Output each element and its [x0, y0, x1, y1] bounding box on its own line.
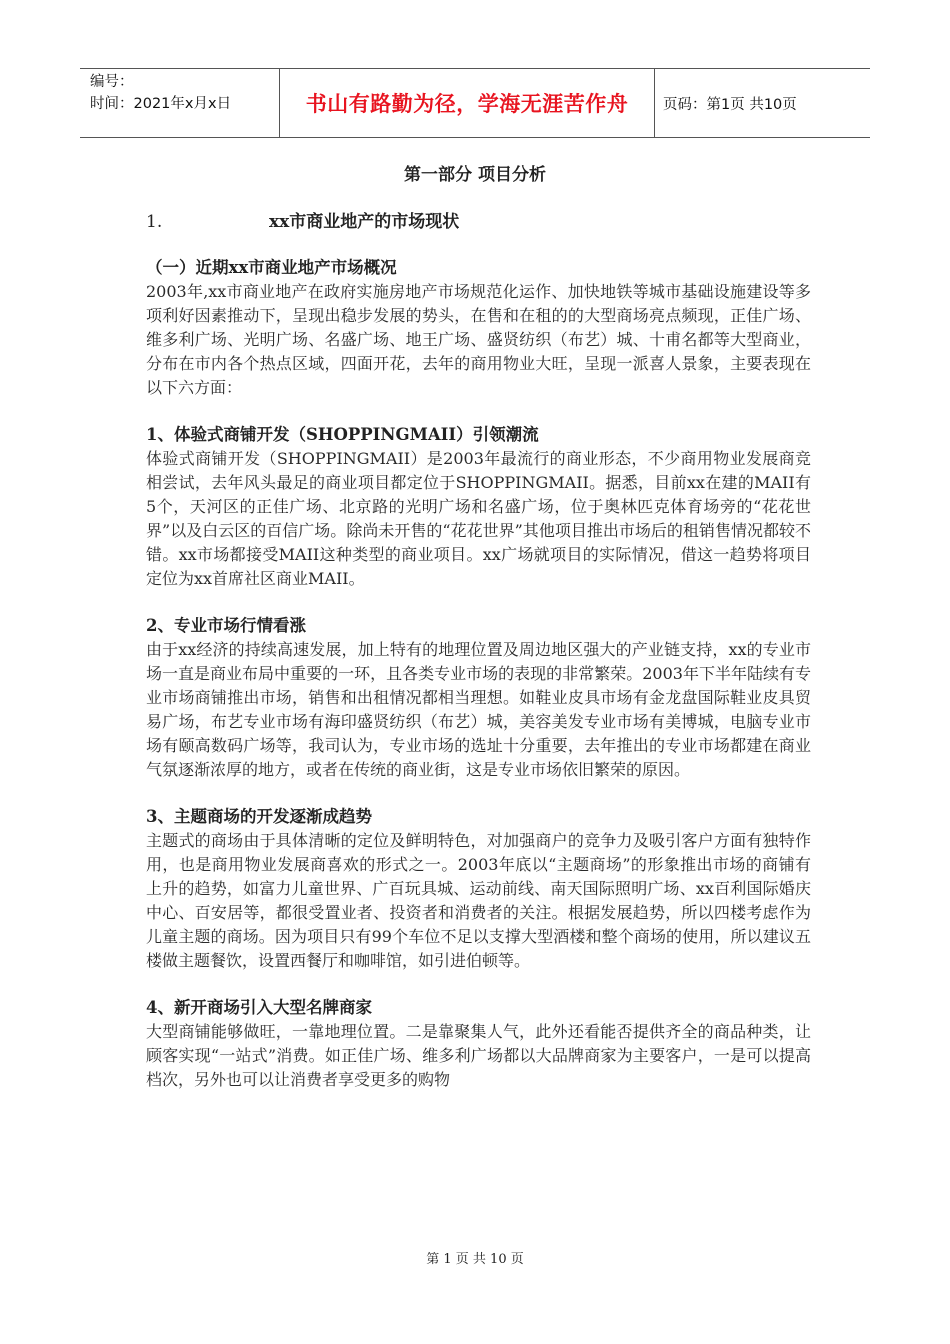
block-heading-3: 3、主题商场的开发逐渐成趋势: [146, 807, 372, 826]
header-motto-cell: [280, 69, 655, 137]
time-label: 时间：2021年x月x日: [90, 96, 232, 112]
motto-text: 书山有路勤为径，学海无涯苦作舟: [305, 92, 629, 116]
block-heading-2: 2、专业市场行情看涨: [146, 616, 306, 635]
section-number: 1.: [146, 212, 163, 232]
page-info: 页码：第1页 共10页: [663, 96, 797, 113]
block-text-4: 大型商铺能够做旺，一靠地理位置。二是靠聚集人气，此外还看能否提供齐全的商品种类，让顾客实现“一站式”消费。如正佳广场、维多利广场都以大品牌商家为主要客户，一是可以提高档次，另外也可以让消费者享受更多的购物: [146, 1022, 811, 1089]
header-page-cell: [655, 69, 870, 137]
section-heading: [146, 207, 459, 232]
page-header: [80, 68, 870, 138]
block-text-overview: 2003年,xx市商业地产在政府实施房地产市场规范化运作、加快地铁等城市基础设施建设等多项利好因素推动下，呈现出稳步发展的势头，在售和在租的的大型商场亮点频现，正佳广场、维多利广场、光明广场、名盛广场、地王广场、盛贤纺织（布艺）城、十甫名都等大型商业，分布在市内各个热点区域，四面开花，去年的商用物业大旺，呈现一派喜人景象，主要表现在以下六方面：: [146, 282, 811, 397]
block-text-3: 主题式的商场由于具体清晰的定位及鲜明特色，对加强商户的竞争力及吸引客户方面有独特作用，也是商用物业发展商喜欢的形式之一。2003年底以“主题商场”的形象推出市场的商铺有上升的趋势，如富力儿童世界、广百玩具城、运动前线、南天国际照明广场、xx百利国际婚庆中心、百安居等，都很受置业者、投资者和消费者的关注。根据发展趋势，所以四楼考虑作为儿童主题的商场。因为项目只有99个车位不足以支撑大型酒楼和整个商场的使用，所以建议五楼做主题餐饮，设置西餐厅和咖啡馆，如引进伯顿等。: [146, 831, 811, 970]
page-footer: 第 1 页 共 10 页: [426, 1252, 524, 1267]
document-title: 第一部分 项目分析: [404, 165, 546, 185]
block-text-2: 由于xx经济的持续高速发展，加上特有的地理位置及周边地区强大的产业链支持，xx的专业市场一直是商业布局中重要的一环，且各类专业市场的表现的非常繁荣。2003年下半年陆续有专业市场商铺推出市场，销售和出租情况都相当理想。如鞋业皮具市场有金龙盘国际鞋业皮具贸易广场，布艺专业市场有海印盛贤纺织（布艺）城，美容美发专业市场有美博城，电脑专业市场有颐高数码广场等，我司认为，专业市场的选址十分重要，去年推出的专业市场都建在商业气氛逐渐浓厚的地方，或者在传统的商业街，这是专业市场依旧繁荣的原因。: [146, 640, 811, 779]
block-heading-overview: （一）近期xx市商业地产市场概况: [146, 258, 397, 277]
block-heading-1: 1、体验式商铺开发（SHOPPINGMAII）引领潮流: [146, 425, 539, 444]
document-body: [146, 256, 811, 1092]
block-heading-4: 4、新开商场引入大型名牌商家: [146, 998, 372, 1017]
header-left-cell: [80, 69, 280, 137]
number-label: 编号：: [90, 74, 134, 90]
section-title: xx市商业地产的市场现状: [269, 212, 460, 232]
block-text-1: 体验式商铺开发（SHOPPINGMAII）是2003年最流行的商业形态，不少商用物业发展商竞相尝试，去年风头最足的商业项目都定位于SHOPPINGMAII。据悉，目前xx在建的MAII有5个，天河区的正佳广场、北京路的光明广场和名盛广场，位于奥林匹克体育场旁的“花花世界”以及白云区的百信广场。除尚未开售的“花花世界”其他项目推出市场后的租销售情况都较不错。xx市场都接受MAII这种类型的商业项目。xx广场就项目的实际情况，借这一趋势将项目定位为xx首席社区商业MAII。: [146, 449, 811, 588]
